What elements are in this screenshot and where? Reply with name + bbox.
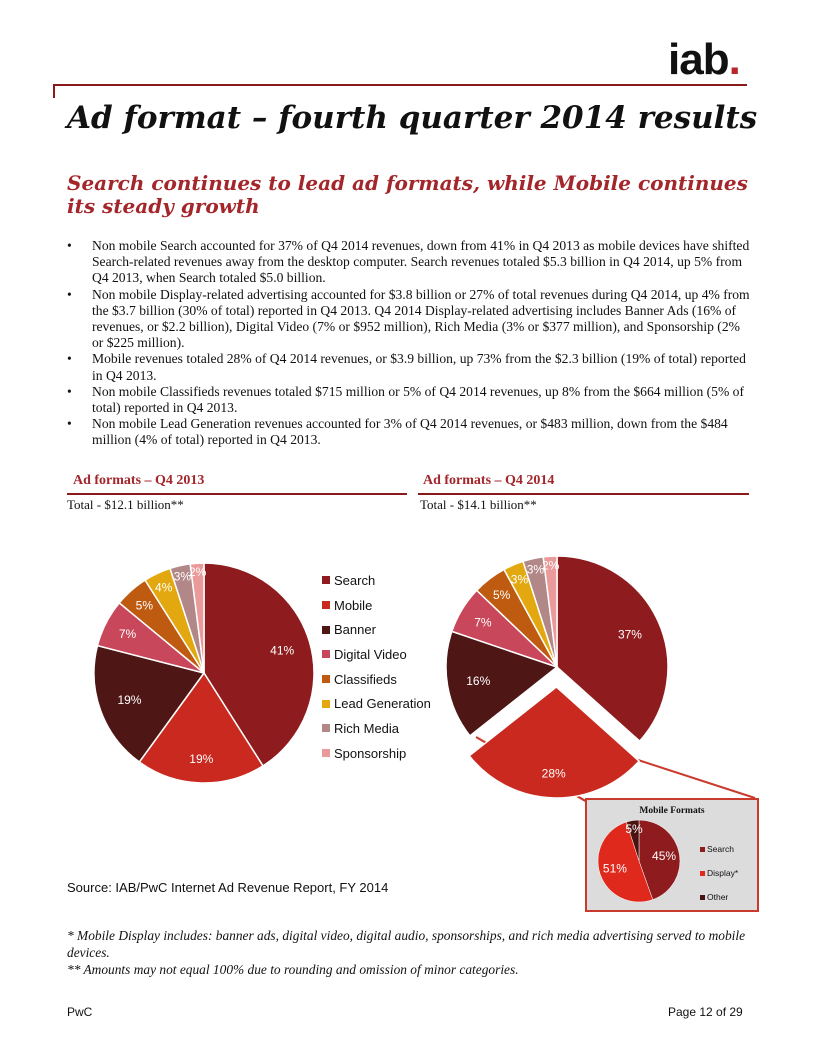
inset-legend-swatch (700, 847, 705, 852)
bullet-search: • Non mobile Search accounted for 37% of Q4 2014 revenues, down from 41% in Q4 2013 as mobile devices have shifted Search-related revenues away from the desktop computer. Search revenues totaled $5.3 billion in Q4 2014, up 5% from Q4 2013, when Search totaled $5.0 billion. (65, 238, 750, 287)
section-subtitle: Search continues to lead ad formats, while Mobile continues its steady growth (67, 171, 748, 218)
pie-label-rich-media: 3% (526, 562, 545, 577)
bullet-lead-generation: • Non mobile Lead Generation revenues accounted for 3% of Q4 2014 revenues, or $483 million, down from the $484 million (4% of total) reported in Q4 2013. (65, 416, 750, 448)
logo-dot: . (728, 35, 740, 84)
inset-legend-swatch (700, 871, 705, 876)
inset-title: Mobile Formats (639, 806, 705, 816)
legend-label: Sponsorship (334, 745, 407, 761)
legend-item-classifieds (322, 667, 431, 692)
legend-label: Rich Media (334, 720, 400, 736)
legend-label: Search (334, 572, 376, 588)
pie-label-sponsorship: 2% (188, 565, 207, 580)
source-note: Source: IAB/PwC Internet Ad Revenue Report, FY 2014 (67, 880, 389, 895)
footer-page-number: Page 12 of 29 (668, 1005, 743, 1019)
legend-swatch (322, 601, 330, 609)
chart-total-2013: Total - $12.1 billion** (67, 497, 184, 512)
inset-legend-item-display (700, 868, 738, 878)
inset-legend-label: Other (707, 892, 729, 902)
pie-label-search: 45% (652, 849, 677, 864)
footnote-rounding: ** Amounts may not equal 100% due to rounding and omission of minor categories. (67, 962, 519, 977)
logo-text: iab (668, 35, 729, 84)
chart-title-2013: Ad formats – Q4 2013 (73, 473, 205, 488)
bullet-classifieds: • Non mobile Classifieds revenues totaled $715 million or 5% of Q4 2014 revenues, up 8% from the $664 million (5% of total) reported in Q4 2013. (65, 384, 750, 416)
footnotes (67, 927, 757, 978)
connector-line-right (638, 760, 755, 798)
pie-q4-2014 (446, 556, 668, 798)
legend-swatch (322, 576, 330, 584)
legend-swatch (322, 724, 330, 732)
pie-label-banner: 19% (117, 693, 142, 708)
legend-label: Mobile (334, 597, 373, 613)
legend-swatch (322, 700, 330, 708)
pie-label-search: 37% (617, 627, 642, 642)
pie-label-banner: 16% (466, 673, 491, 688)
legend-item-mobile (322, 593, 431, 618)
pie-label-mobile: 28% (541, 766, 566, 781)
page-title: Ad format – fourth quarter 2014 results (67, 100, 758, 136)
legend-item-lead-generation (322, 691, 431, 716)
legend-label: Lead Generation (334, 696, 431, 712)
legend-label: Banner (334, 622, 376, 638)
chart-legend (322, 568, 431, 766)
pie-label-lead-generation: 4% (155, 580, 173, 595)
legend-label: Digital Video (334, 646, 407, 662)
inset-legend-label: Search (707, 844, 734, 854)
pie-q4-2013 (94, 563, 314, 783)
legend-item-sponsorship (322, 741, 431, 766)
pie-label-display: 51% (602, 861, 627, 876)
pie-label-classifieds: 5% (493, 587, 511, 602)
pie-label-other: 5% (625, 821, 643, 836)
legend-swatch (322, 675, 330, 683)
pie-mobile-formats (598, 820, 680, 902)
chart-total-2014: Total - $14.1 billion** (420, 497, 537, 512)
bullet-mobile: • Mobile revenues totaled 28% of Q4 2014 revenues, or $3.9 billion, up 73% from the $2.3 billion (19% of total) reported in Q4 2013. (65, 351, 750, 383)
mobile-formats-inset (585, 798, 759, 912)
pie-label-digital-video: 7% (474, 615, 492, 630)
legend-item-digital-video (322, 642, 431, 667)
footnote-mobile-display: * Mobile Display includes: banner ads, digital video, digital audio, sponsorships, and rich media advertising served to mobile devices. (67, 928, 746, 960)
footer-company: PwC (67, 1005, 93, 1019)
legend-item-search (322, 568, 431, 593)
legend-swatch (322, 626, 330, 634)
inset-legend-label: Display* (707, 868, 739, 878)
legend-swatch (322, 650, 330, 658)
pie-label-digital-video: 7% (118, 627, 137, 642)
inset-legend-item-other (700, 892, 728, 902)
chart-title-2014: Ad formats – Q4 2014 (423, 473, 555, 488)
legend-swatch (322, 749, 330, 757)
pie-label-mobile: 19% (189, 751, 214, 766)
pie-label-classifieds: 5% (135, 598, 154, 613)
legend-item-rich-media (322, 716, 431, 741)
pie-label-rich-media: 3% (173, 569, 192, 584)
legend-item-banner (322, 617, 431, 642)
inset-legend-swatch (700, 895, 705, 900)
inset-pie-svg (587, 800, 757, 910)
pie-label-search: 41% (270, 643, 295, 658)
pie-label-sponsorship: 2% (541, 558, 560, 573)
bullet-display: • Non mobile Display-related advertising accounted for $3.8 billion or 27% of total revenues during Q4 2014, up 4% from the $3.7 billion (30% of total) reported in Q4 2013. Q4 2014 Display-related advertising includes Banner Ads (16% of revenues, or $2.2 billion), Digital Video (7% or $952 million), Rich Media (3% or $377 million), and Sponsorship (2% or $225 million). (65, 287, 750, 352)
inset-legend-item-search (700, 844, 734, 854)
legend-label: Classifieds (334, 671, 397, 687)
pie-label-lead-generation: 3% (510, 572, 529, 587)
